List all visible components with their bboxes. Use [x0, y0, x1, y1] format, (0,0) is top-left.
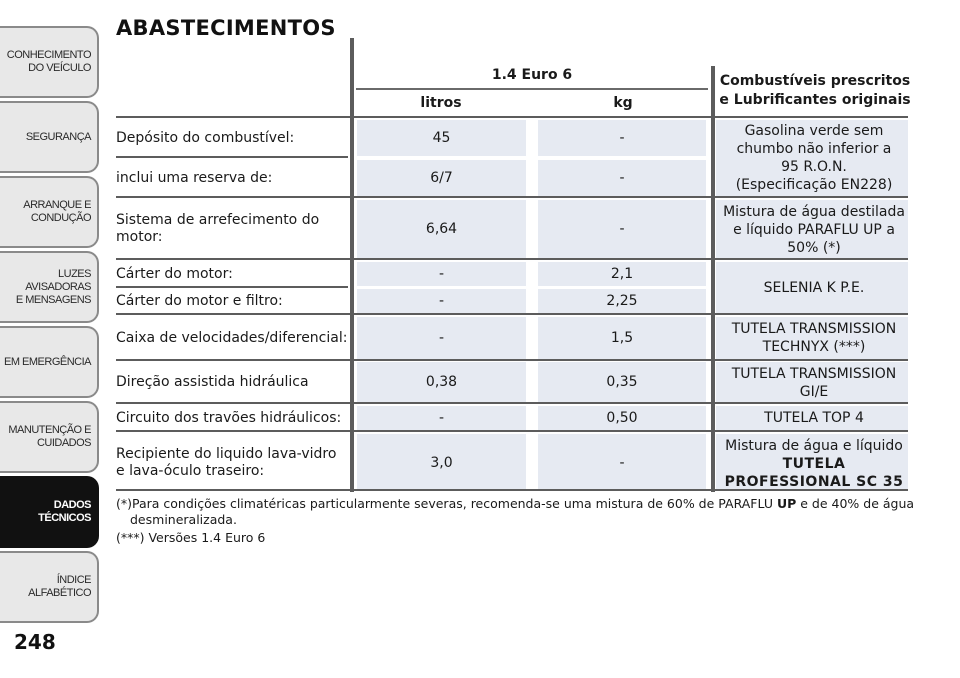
fuel-gearbox: TUTELA TRANSMISSION TECHNYX (***) — [731, 321, 897, 355]
row-label-deposito: Depósito do combustível: — [116, 130, 295, 146]
footnote-1-text: (*)Para condições climatéricas particularmente severas, recomenda-se uma mistura de 60% de PARAFLU — [116, 496, 773, 511]
page-number: 248 — [14, 630, 56, 654]
footnote-1-cont: desmineralizada. — [130, 512, 237, 527]
row-label-direcao: Direção assistida hidráulica — [116, 374, 309, 390]
sidebar-tab-seguranca[interactable]: SEGURANÇA — [0, 101, 99, 173]
row-rule — [116, 258, 908, 260]
header-litros: litros — [420, 95, 462, 111]
header-fuels — [718, 72, 912, 110]
row-rule — [116, 313, 908, 315]
header-engine: 1.4 Euro 6 — [491, 67, 573, 83]
fuel-steering: TUTELA TRANSMISSION GI/E — [731, 366, 897, 400]
row-rule — [116, 402, 908, 404]
fuel-washer-bold1: TUTELA — [782, 456, 846, 472]
row-label-arrefecimento: Sistema de arrefecimento do motor: — [116, 212, 320, 245]
row-rule — [116, 286, 348, 288]
value-litros: 6,64 — [425, 221, 458, 237]
row-rule — [116, 430, 908, 432]
fuel-washer — [717, 437, 911, 491]
row-label-lava-vidro: Recipiente do liquido lava-vidro e lava-óculo traseiro: — [116, 446, 337, 479]
value-litros: 3,0 — [430, 455, 453, 471]
sidebar-tab-indice[interactable]: ÍNDICE ALFABÉTICO — [0, 551, 99, 623]
value-litros: - — [438, 410, 445, 426]
sidebar-tab-luzes[interactable]: LUZES AVISADORAS E MENSAGENS — [0, 251, 99, 323]
value-kg: - — [619, 221, 625, 237]
row-label-carter-filtro: Cárter do motor e filtro: — [116, 293, 283, 309]
footnote-1-bold: UP — [776, 496, 797, 511]
footnote-2: (***) Versões 1.4 Euro 6 — [116, 530, 266, 545]
header-kg: kg — [613, 95, 633, 111]
value-kg: 2,25 — [606, 293, 638, 309]
sidebar-tab-emergencia[interactable]: EM EMERGÊNCIA — [0, 326, 99, 398]
value-litros: 45 — [432, 130, 451, 146]
row-rule — [116, 156, 348, 158]
header-fuels-line1: Combustíveis prescritos — [719, 73, 911, 89]
row-rule — [116, 359, 908, 361]
fuel-washer-bold2: PROFESSIONAL SC 35 — [724, 474, 904, 490]
row-rule — [116, 196, 908, 198]
footnote-1-post: e de 40% de água — [800, 496, 915, 511]
value-kg: 0,35 — [606, 374, 638, 390]
footnote-1 — [116, 496, 916, 512]
value-litros: - — [438, 293, 445, 309]
value-kg: 2,1 — [610, 266, 634, 282]
fuel-brakes: TUTELA TOP 4 — [764, 410, 864, 426]
page-title: ABASTECIMENTOS — [116, 16, 336, 40]
row-label-reserva: inclui uma reserva de: — [116, 170, 273, 186]
value-kg: 0,50 — [606, 410, 638, 426]
header-rule — [356, 88, 708, 90]
table-divider — [350, 38, 354, 492]
sidebar-tab-manutencao[interactable]: MANUTENÇÃO E CUIDADOS — [0, 401, 99, 473]
value-kg: 1,5 — [610, 330, 634, 346]
fuel-washer-line1: Mistura de água e líquido — [725, 438, 903, 454]
value-kg: - — [619, 130, 625, 146]
row-label-travoes: Circuito dos travões hidráulicos: — [116, 410, 342, 426]
row-label-caixa: Caixa de velocidades/diferencial: — [116, 330, 348, 346]
sidebar-tab-dados-tecnicos[interactable]: DADOS TÉCNICOS — [0, 476, 99, 548]
sidebar-tab-arranque[interactable]: ARRANQUE E CONDUÇÃO — [0, 176, 99, 248]
value-litros: - — [438, 266, 445, 282]
value-litros: 0,38 — [425, 374, 458, 390]
value-kg: - — [619, 170, 625, 186]
table-divider — [711, 66, 715, 492]
value-litros: - — [438, 330, 445, 346]
fuel-engine-oil: SELENIA K P.E. — [763, 280, 865, 296]
fuel-coolant: Mistura de água destilada e líquido PARAFLU UP a 50% (*) — [723, 204, 905, 256]
row-rule — [116, 116, 908, 118]
row-label-carter: Cárter do motor: — [116, 266, 233, 282]
value-litros: 6/7 — [430, 170, 453, 186]
fuel-petrol: Gasolina verde sem chumbo não inferior a 95 R.O.N. (Especificação EN228) — [735, 123, 893, 193]
sidebar-tab-conhecimento[interactable]: CONHECIMENTO DO VEÍCULO — [0, 26, 99, 98]
value-kg: - — [619, 455, 625, 471]
header-fuels-line2: e Lubrificantes originais — [719, 92, 911, 108]
